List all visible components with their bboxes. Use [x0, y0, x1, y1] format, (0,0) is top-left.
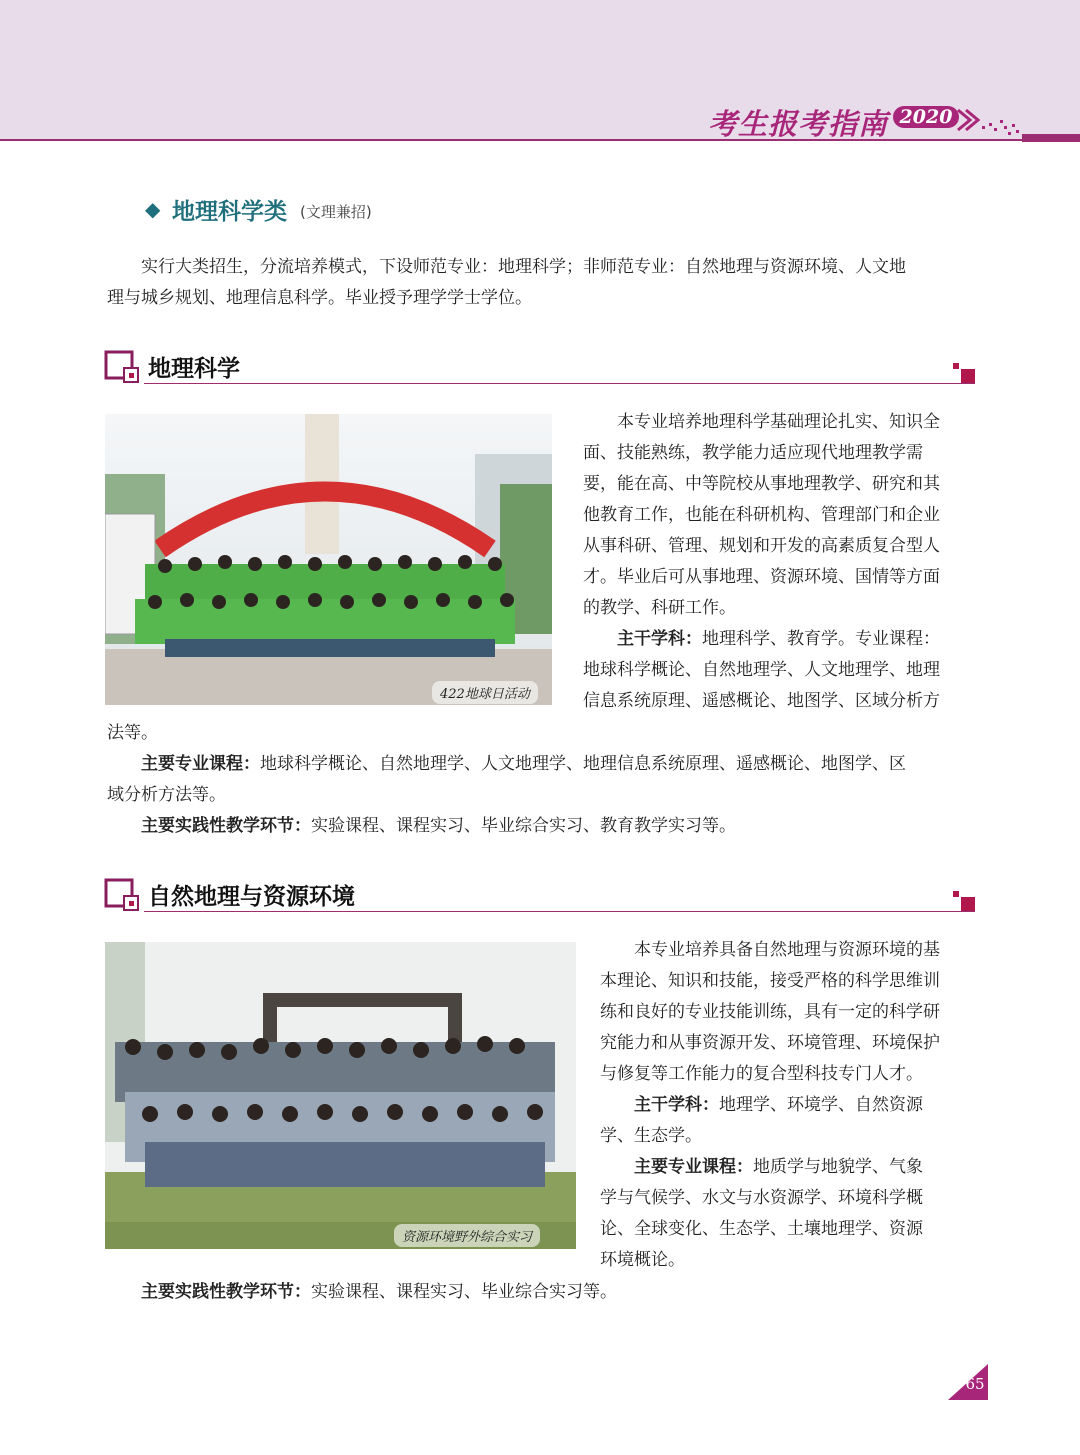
main-courses-line: 学与气候学、水文与水资源学、环境科学概 — [600, 1188, 923, 1208]
practice-label: 主要实践性教学环节： — [141, 1282, 311, 1302]
chevron-arrows-icon — [956, 104, 1026, 144]
description-line: 与修复等工作能力的复合型科技专门人才。 — [600, 1064, 923, 1084]
header-accent-bar — [1022, 134, 1080, 142]
main-courses-line — [600, 1152, 975, 1183]
overflow-line: 法等。 — [107, 723, 158, 743]
description-line: 练和良好的专业技能训练，具有一定的科学研 — [600, 1002, 940, 1022]
photo-caption: 422地球日活动 — [432, 681, 538, 704]
section-details — [107, 1277, 975, 1308]
main-courses-text: 地质学与地貌学、气象 — [753, 1157, 923, 1177]
main-courses-text: 地球科学概论、自然地理学、人文地理学、地理信息系统原理、遥感概论、地图学、区 — [260, 754, 906, 774]
core-discipline-text: 地理学、环境学、自然资源 — [719, 1095, 923, 1115]
main-courses-line: 论、全球变化、生态学、土壤地理学、资源 — [600, 1219, 923, 1239]
description-line: 本理论、知识和技能，接受严格的科学思维训 — [600, 971, 940, 991]
description-line: 本专业培养地理科学基础理论扎实、知识全 — [617, 412, 940, 432]
core-discipline-line: 学、生态学。 — [600, 1126, 702, 1146]
section-end-mark — [961, 369, 975, 383]
main-courses-label: 主要专业课程： — [634, 1157, 753, 1177]
header-rule — [0, 139, 1080, 141]
section-end-mark — [953, 363, 959, 369]
section-end-mark — [961, 897, 975, 911]
field-practice-photo — [105, 942, 576, 1249]
section-end-mark — [953, 891, 959, 897]
category-title: 地理科学类 — [172, 199, 287, 225]
practice-text: 实验课程、课程实习、毕业综合实习等。 — [311, 1282, 617, 1302]
section-marker-icon — [104, 878, 142, 914]
section-title: 地理科学 — [148, 356, 240, 382]
group-photo-illustration — [105, 942, 576, 1249]
category-intro — [107, 252, 975, 314]
description-line: 的教学、科研工作。 — [583, 598, 736, 618]
description-line: 究能力和从事资源开发、环境管理、环境保护 — [600, 1033, 940, 1053]
main-courses-line — [107, 749, 975, 780]
description-line: 本专业培养具备自然地理与资源环境的基 — [634, 940, 940, 960]
intro-line: 实行大类招生，分流培养模式，下设师范专业：地理科学；非师范专业：自然地理与资源环境、人文地 — [141, 257, 906, 277]
core-discipline-label: 主干学科： — [617, 629, 702, 649]
core-discipline-line — [583, 624, 975, 655]
practice-line — [107, 811, 975, 842]
core-discipline-line — [600, 1090, 975, 1121]
core-discipline-line: 信息系统原理、遥感概论、地图学、区域分析方 — [583, 691, 940, 711]
section-description — [600, 935, 975, 1276]
intro-line: 理与城乡规划、地理信息科学。毕业授予理学学士学位。 — [107, 288, 532, 308]
description-line: 他教育工作，也能在科研机构、管理部门和企业 — [583, 505, 940, 525]
practice-line — [107, 1277, 975, 1308]
guide-year: 2020 — [893, 106, 959, 128]
earth-day-activity-photo — [105, 414, 552, 705]
group-photo-illustration — [105, 414, 552, 705]
core-discipline-text: 地理科学、教育学。专业课程： — [702, 629, 940, 649]
practice-label: 主要实践性教学环节： — [141, 816, 311, 836]
category-note: (文理兼招) — [300, 203, 372, 221]
section-rule — [144, 383, 975, 384]
diamond-bullet-icon: ◆ — [145, 197, 161, 221]
page-number: 65 — [965, 1375, 985, 1393]
description-line: 从事科研、管理、规划和开发的高素质复合型人 — [583, 536, 940, 556]
section-marker-icon — [104, 350, 142, 386]
core-discipline-line: 地球科学概论、自然地理学、人文地理学、地理 — [583, 660, 940, 680]
core-discipline-label: 主干学科： — [634, 1095, 719, 1115]
description-line: 要，能在高、中等院校从事地理教学、研究和其 — [583, 474, 940, 494]
main-courses-line: 环境概论。 — [600, 1250, 685, 1270]
practice-text: 实验课程、课程实习、毕业综合实习、教育教学实习等。 — [311, 816, 736, 836]
main-courses-line: 域分析方法等。 — [107, 785, 226, 805]
section-description — [583, 407, 975, 717]
description-line: 面、技能熟练，教学能力适应现代地理教学需 — [583, 443, 923, 463]
photo-caption: 资源环境野外综合实习 — [394, 1224, 540, 1247]
guide-title: 考生报考指南 — [707, 107, 888, 141]
section-title: 自然地理与资源环境 — [148, 884, 355, 910]
section-details — [107, 718, 975, 842]
main-courses-label: 主要专业课程： — [141, 754, 260, 774]
section-rule — [144, 911, 975, 912]
description-line: 才。毕业后可从事地理、资源环境、国情等方面 — [583, 567, 940, 587]
